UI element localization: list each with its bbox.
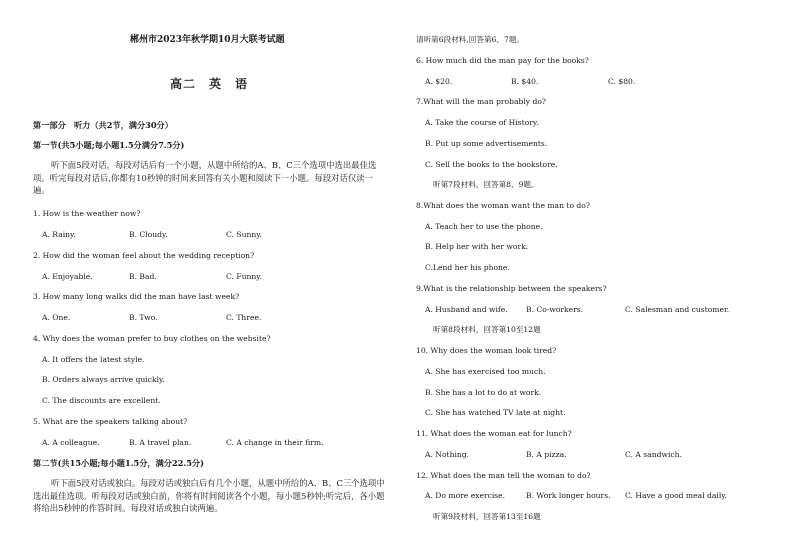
question-7: 7.What will the man probably do? <box>416 97 546 106</box>
q5-option-c: C. A change in their firm. <box>226 438 324 447</box>
q10-option-b: B. She has a lot to do at work. <box>425 388 542 397</box>
question-4: 4. Why does the woman prefer to buy clothes on the website? <box>33 334 271 343</box>
question-1: 1. How is the weather now? <box>33 209 141 218</box>
section1-instructions: 听下面5段对话，每段对话后有一个小题，从题中所给的A、B、C三个选项中选出最佳选项。听完每段对话后,你都有10秒钟的时间来回答有关小题和阅读下一小题。每段对话仅读一遍。 <box>33 160 377 196</box>
listen-material-9: 听第9段材料，回答第13至16题 <box>433 512 541 521</box>
q7-option-a: A. Take the course of History. <box>425 118 539 127</box>
q6-option-a: A. $20. <box>425 77 453 86</box>
question-6: 6. How much did the man pay for the books? <box>416 56 589 65</box>
q3-option-a: A. One. <box>42 313 71 322</box>
q12-option-c: C. Have a good meal daily. <box>625 491 727 500</box>
q9-option-c: C. Salesman and customer. <box>625 305 730 314</box>
subject-title: 高二 英 语 <box>170 77 249 91</box>
q3-option-b: B. Two. <box>129 313 158 322</box>
q1-option-a: A. Rainy. <box>42 230 76 239</box>
exam-title: 郴州市2023年秋学期10月大联考试题 <box>130 35 285 45</box>
question-12: 12. What does the man tell the woman to do? <box>416 471 591 480</box>
q7-option-c: C. Sell the books to the bookstore. <box>425 160 558 169</box>
q7-option-b: B. Put up some advertisements. <box>425 139 548 148</box>
q8-option-a: A. Teach her to use the phone. <box>425 222 543 231</box>
q5-option-a: A. A colleague. <box>42 438 100 447</box>
section1-title: 第一节(共5小题;每小题1.5分满分7.5分) <box>33 140 185 150</box>
listen-material-7: 听第7段材料，回答第8、9题。 <box>433 180 539 189</box>
part1-title: 第一部分 听力（共2节，满分30分） <box>33 120 173 130</box>
q12-option-a: A. Do more exercise. <box>425 491 506 500</box>
question-8: 8.What does the woman want the man to do? <box>416 201 590 210</box>
q9-option-b: B. Co-workers. <box>526 305 584 314</box>
question-3: 3. How many long walks did the man have last week? <box>33 292 240 301</box>
q5-option-b: B. A travel plan. <box>129 438 192 447</box>
q8-option-b: B. Help her with her work. <box>425 242 529 251</box>
q11-option-c: C. A sandwich. <box>625 450 682 459</box>
question-2: 2. How did the woman feel about the wedding reception? <box>33 251 255 260</box>
q6-option-c: C. $80. <box>608 77 636 86</box>
listen-material-6: 请听第6段材料,回答第6、7题。 <box>416 35 525 44</box>
q3-option-c: C. Three. <box>226 313 262 322</box>
section2-instructions: 听下面5段对话或独白。每段对话或独白后有几个小题，从题中所给的A、B、C三个选项中选出最佳选项。听每段对话或独白前，你将有时间阅读各个小题，每小题5秒钟;听完后，各小题将给出5秒钟的作答时间。每段对话或独白读两遍。 <box>33 478 385 514</box>
q6-option-b: B. $40. <box>511 77 539 86</box>
question-9: 9.What is the relationship between the speakers? <box>416 284 607 293</box>
q11-option-a: A. Nothing. <box>425 450 470 459</box>
q4-option-c: C. The discounts are excellent. <box>42 396 161 405</box>
q4-option-a: A. It offers the latest style. <box>42 355 145 364</box>
q1-option-b: B. Cloudy. <box>129 230 168 239</box>
section2-title: 第二节(共15小题;每小题1.5分，满分22.5分) <box>33 458 204 468</box>
q10-option-c: C. She has watched TV late at night. <box>425 408 566 417</box>
q2-option-c: C. Funny. <box>226 272 263 281</box>
q12-option-b: B. Work longer hours. <box>526 491 611 500</box>
q9-option-a: A. Husband and wife. <box>425 305 508 314</box>
question-5: 5. What are the speakers talking about? <box>33 417 188 426</box>
listen-material-8: 听第8段材料，回答第10至12题 <box>433 325 541 334</box>
q2-option-b: B. Bad. <box>129 272 157 281</box>
q8-option-c: C.Lend her his phone. <box>425 263 510 272</box>
q2-option-a: A. Enjoyable. <box>42 272 93 281</box>
q11-option-b: B. A pizza. <box>526 450 567 459</box>
q1-option-c: C. Sunny. <box>226 230 262 239</box>
q4-option-b: B. Orders always arrive quickly. <box>42 375 165 384</box>
question-11: 11. What does the woman eat for lunch? <box>416 429 572 438</box>
question-10: 10. Why does the woman look tired? <box>416 346 557 355</box>
q10-option-a: A. She has exercised too much. <box>425 367 546 376</box>
